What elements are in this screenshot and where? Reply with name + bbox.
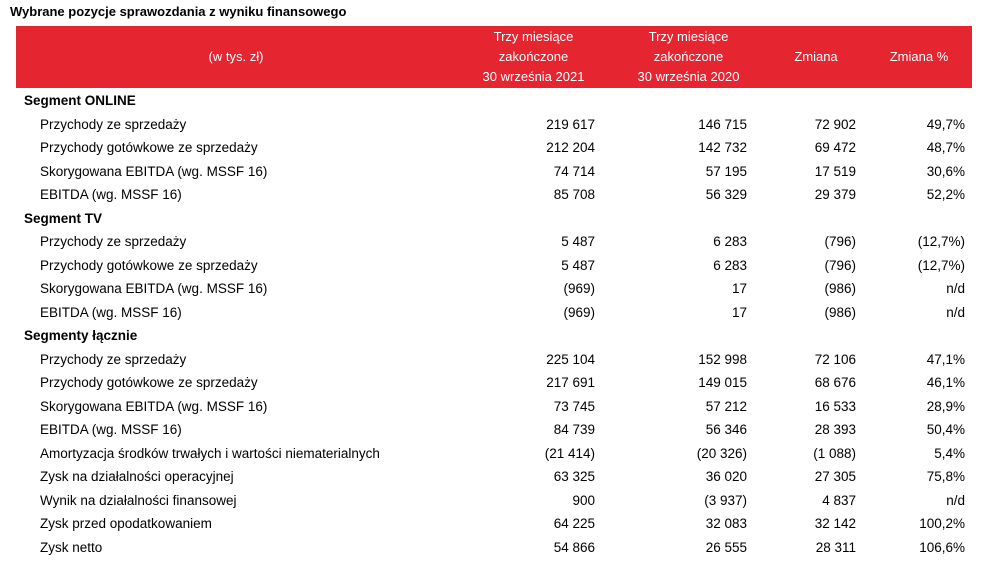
header-change-percent-label: Zmiana % (889, 49, 949, 64)
value-2021: 74 714 (553, 163, 595, 179)
value-change: 68 676 (814, 375, 856, 390)
table-row (0, 137, 1000, 161)
table-header (16, 26, 972, 88)
row-label: Przychody ze sprzedaży (40, 351, 187, 367)
value-change-percent: 28,9% (926, 398, 965, 414)
header-unit-label: (w tys. zł) (208, 49, 264, 64)
row-label: EBITDA (wg. MSSF 16) (40, 422, 182, 437)
header-2020-line-1: Trzy miesiące (648, 29, 729, 44)
value-2021: 73 745 (553, 398, 595, 414)
value-2021: 85 708 (553, 187, 595, 202)
value-2020: 32 083 (705, 516, 747, 531)
value-2021: (969) (563, 281, 595, 296)
value-2020: 56 329 (705, 187, 747, 202)
table-row (0, 302, 1000, 326)
table-body (0, 90, 1000, 560)
value-2020: 142 732 (698, 140, 747, 155)
table-row (0, 231, 1000, 255)
section-row (0, 208, 1000, 232)
row-label: Zysk na działalności operacyjnej (40, 469, 234, 484)
value-change: (796) (824, 234, 856, 249)
value-change-percent: 46,1% (926, 375, 965, 390)
row-label: Zysk netto (40, 539, 103, 555)
value-change: 28 311 (815, 539, 856, 555)
value-change: 72 106 (814, 351, 856, 367)
value-2020: 6 283 (713, 234, 747, 249)
value-change-percent: n/d (946, 281, 965, 296)
value-change: (796) (824, 257, 856, 273)
row-label: Zysk przed opodatkowaniem (40, 516, 212, 531)
table-row (0, 466, 1000, 490)
row-label: Skorygowana EBITDA (wg. MSSF 16) (40, 398, 268, 414)
row-label: Przychody gotówkowe ze sprzedaży (40, 257, 258, 273)
header-2021-line-3: 30 września 2021 (482, 69, 585, 84)
value-change: 16 533 (814, 398, 856, 414)
value-change: 28 393 (814, 422, 856, 437)
value-change-percent: 106,6% (919, 539, 965, 555)
value-change-percent: 5,4% (934, 445, 965, 461)
value-change-percent: (12,7%) (917, 257, 965, 273)
value-2020: 57 212 (705, 398, 747, 414)
table-row (0, 443, 1000, 467)
table-row (0, 396, 1000, 420)
row-label: Przychody ze sprzedaży (40, 116, 187, 132)
section-label: Segment ONLINE (24, 93, 136, 108)
row-label: EBITDA (wg. MSSF 16) (40, 304, 182, 320)
row-label: Skorygowana EBITDA (wg. MSSF 16) (40, 281, 268, 296)
value-2020: 36 020 (705, 469, 747, 484)
value-2021: 900 (572, 492, 595, 508)
header-column-change (766, 26, 866, 88)
header-change-label: Zmiana (794, 49, 838, 64)
value-change-percent: (12,7%) (917, 234, 965, 249)
value-change: 17 519 (814, 163, 856, 179)
row-label: Przychody gotówkowe ze sprzedaży (40, 375, 258, 390)
table-row (0, 278, 1000, 302)
value-change: 32 142 (814, 516, 856, 531)
value-2021: (21 414) (544, 445, 595, 461)
value-2020: 17 (731, 304, 747, 320)
table-row (0, 255, 1000, 279)
row-label: Wynik na działalności finansowej (40, 492, 237, 508)
value-2021: 5 487 (561, 257, 595, 273)
header-2020-line-3: 30 września 2020 (637, 69, 740, 84)
value-2020: 26 555 (705, 539, 747, 555)
section-label: Segmenty łącznie (24, 328, 138, 343)
value-2021: 5 487 (561, 234, 595, 249)
table-row (0, 114, 1000, 138)
header-2020-line-2: zakończone (653, 49, 724, 64)
value-2020: 57 195 (705, 163, 747, 179)
value-2021: 212 204 (546, 140, 595, 155)
value-2020: 146 715 (698, 116, 747, 132)
value-2020: 6 283 (713, 257, 747, 273)
table-row (0, 513, 1000, 537)
value-2021: 54 866 (553, 539, 595, 555)
header-2021-line-2: zakończone (498, 49, 569, 64)
value-change: 27 305 (814, 469, 856, 484)
value-2020: 149 015 (698, 375, 747, 390)
table-row (0, 537, 1000, 561)
row-label: Skorygowana EBITDA (wg. MSSF 16) (40, 163, 268, 179)
header-column-change-percent (866, 26, 972, 88)
table-row (0, 184, 1000, 208)
value-2021: 63 325 (553, 469, 595, 484)
value-2020: 17 (731, 281, 747, 296)
value-2021: 225 104 (546, 351, 595, 367)
value-change: (986) (824, 304, 856, 320)
value-change-percent: n/d (946, 492, 965, 508)
value-2020: 56 346 (705, 422, 747, 437)
header-column-2021 (456, 26, 611, 88)
value-2021: 64 225 (553, 516, 595, 531)
row-label: Amortyzacja środków trwałych i wartości niematerialnych (40, 445, 380, 461)
value-change: (1 088) (813, 445, 856, 461)
value-change-percent: 75,8% (926, 469, 965, 484)
value-change: (986) (824, 281, 856, 296)
section-label: Segment TV (24, 210, 103, 226)
value-change-percent: 50,4% (926, 422, 965, 437)
value-change: 4 837 (822, 492, 856, 508)
value-2021: 219 617 (546, 116, 595, 132)
table-row (0, 490, 1000, 514)
header-2021-line-1: Trzy miesiące (493, 29, 574, 44)
row-label: EBITDA (wg. MSSF 16) (40, 187, 182, 202)
table-row (0, 372, 1000, 396)
row-label: Przychody ze sprzedaży (40, 234, 187, 249)
value-change-percent: 49,7% (926, 116, 965, 132)
value-change-percent: 47,1% (926, 351, 965, 367)
table-row (0, 419, 1000, 443)
row-label: Przychody gotówkowe ze sprzedaży (40, 140, 258, 155)
value-change-percent: 48,7% (926, 140, 965, 155)
value-2021: 217 691 (546, 375, 595, 390)
table-row (0, 349, 1000, 373)
section-row (0, 325, 1000, 349)
header-unit (16, 26, 456, 88)
header-column-2020 (611, 26, 766, 88)
table-title: Wybrane pozycje sprawozdania z wyniku finansowego (10, 4, 347, 19)
section-row (0, 90, 1000, 114)
value-2020: (3 937) (704, 492, 747, 508)
value-2020: 152 998 (698, 351, 747, 367)
value-2021: (969) (563, 304, 595, 320)
value-change: 72 902 (814, 116, 856, 132)
value-change: 29 379 (814, 187, 856, 202)
table-row (0, 161, 1000, 185)
value-2020: (20 326) (696, 445, 747, 461)
value-2021: 84 739 (553, 422, 595, 437)
value-change-percent: 30,6% (926, 163, 965, 179)
value-change-percent: n/d (946, 304, 965, 320)
value-change-percent: 52,2% (926, 187, 965, 202)
value-change: 69 472 (814, 140, 856, 155)
value-change-percent: 100,2% (919, 516, 965, 531)
